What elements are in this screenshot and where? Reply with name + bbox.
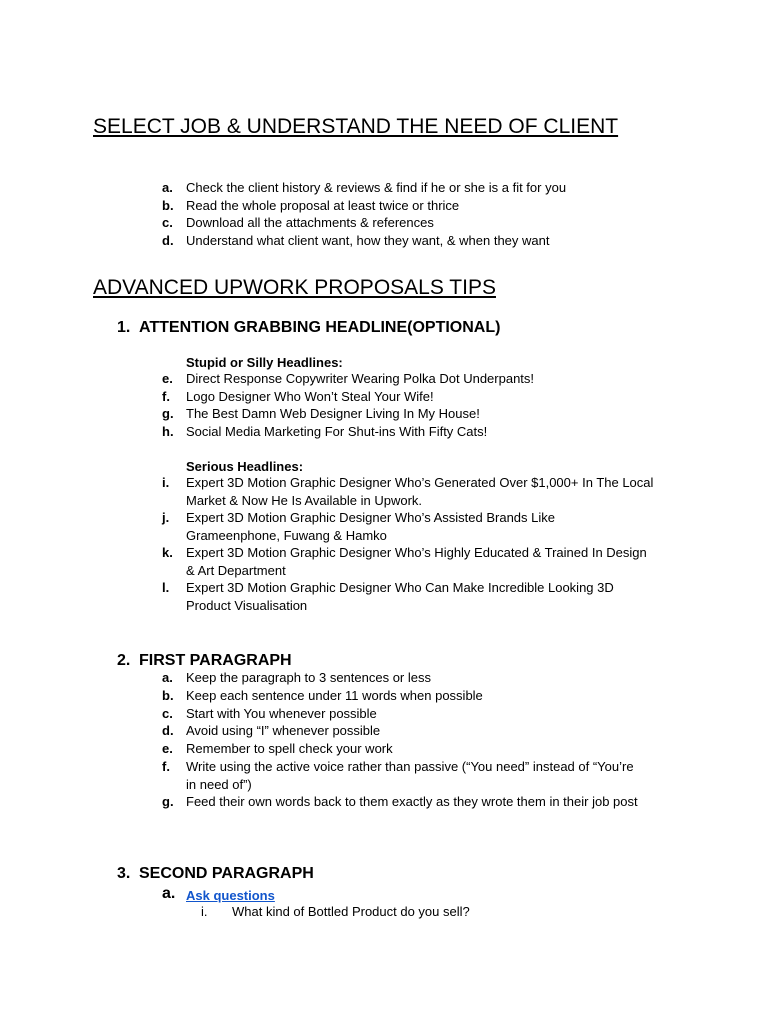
list-item	[162, 669, 662, 687]
list-marker: b.	[162, 688, 174, 703]
list-marker: e.	[162, 371, 173, 386]
list-item	[162, 232, 662, 250]
list-item	[162, 214, 662, 232]
list-marker: a.	[162, 180, 173, 195]
list-text: Expert 3D Motion Graphic Designer Who’s Highly Educated & Trained In Design & Art Department	[186, 545, 647, 578]
list-item	[162, 179, 662, 197]
point-title: FIRST PARAGRAPH	[139, 652, 292, 669]
subheading-silly: Stupid or Silly Headlines:	[186, 355, 343, 370]
list-item	[162, 509, 632, 544]
list-text: Check the client history & reviews & find if he or she is a fit for you	[186, 180, 567, 195]
list-marker: d.	[162, 723, 174, 738]
list-marker: g.	[162, 406, 174, 421]
list-marker: d.	[162, 233, 174, 248]
list-item	[162, 687, 662, 705]
ask-questions-link[interactable]: Ask questions	[186, 888, 275, 903]
list-item	[162, 579, 662, 614]
list-marker: f.	[162, 759, 170, 774]
list-text: Read the whole proposal at least twice or thrice	[186, 198, 460, 213]
point-title: ATTENTION GRABBING HEADLINE(OPTIONAL)	[139, 319, 501, 336]
list-marker: j.	[162, 510, 170, 525]
list-text: The Best Damn Web Designer Living In My House!	[186, 406, 480, 421]
list-text: Remember to spell check your work	[186, 741, 393, 756]
list-item	[162, 405, 662, 423]
point-heading-headline	[117, 318, 500, 338]
list-text: Logo Designer Who Won’t Steal Your Wife!	[186, 389, 434, 404]
list-text: Expert 3D Motion Graphic Designer Who’s Assisted Brands Like Grameenphone, Fuwang & Hamko	[186, 510, 555, 543]
point-heading-second-paragraph	[117, 864, 314, 884]
list-text-wrap	[186, 887, 662, 905]
subheading-serious: Serious Headlines:	[186, 459, 304, 474]
list-marker: f.	[162, 389, 170, 404]
list-item	[162, 793, 662, 811]
list-text: Download all the attachments & references	[186, 215, 434, 230]
list-text: Write using the active voice rather than passive (“You need” instead of “You’re in need of”)	[186, 759, 634, 792]
list-item	[162, 887, 662, 905]
list-item	[162, 758, 642, 793]
list-marker: k.	[162, 545, 173, 560]
list-item	[162, 722, 662, 740]
list-text: Expert 3D Motion Graphic Designer Who’s Generated Over $1,000+ In The Local Market & Now He Is Available in Upwork.	[186, 475, 654, 508]
list-item	[162, 370, 662, 388]
list-item	[162, 197, 662, 215]
list-marker: c.	[162, 215, 173, 230]
point-heading-first-paragraph	[117, 651, 292, 671]
list-item	[162, 423, 662, 441]
list-marker: a.	[162, 885, 176, 902]
list-text: Feed their own words back to them exactly as they wrote them in their job post	[186, 794, 638, 809]
list-item	[162, 705, 662, 723]
list-marker: a.	[162, 670, 173, 685]
sub-list-item	[201, 903, 470, 920]
list-marker: g.	[162, 794, 174, 809]
list-item	[162, 544, 652, 579]
list-text: Understand what client want, how they want, & when they want	[186, 233, 550, 248]
list-text: Direct Response Copywriter Wearing Polka Dot Underpants!	[186, 371, 535, 386]
point-number: 1.	[117, 319, 131, 336]
list-text: Keep the paragraph to 3 sentences or less	[186, 670, 431, 685]
sub-list-text: What kind of Bottled Product do you sell?	[232, 904, 470, 919]
list-text: Avoid using “I” whenever possible	[186, 723, 381, 738]
point-title: SECOND PARAGRAPH	[139, 865, 314, 882]
list-marker: c.	[162, 706, 173, 721]
sub-list-marker: i.	[201, 904, 208, 919]
list-item	[162, 474, 662, 509]
list-item	[162, 740, 662, 758]
point-number: 3.	[117, 865, 131, 882]
list-text: Start with You whenever possible	[186, 706, 377, 721]
list-marker: b.	[162, 198, 174, 213]
section-heading-advanced-tips: ADVANCED UPWORK PROPOSALS TIPS	[93, 276, 496, 299]
point-number: 2.	[117, 652, 131, 669]
list-marker: h.	[162, 424, 174, 439]
list-marker: l.	[162, 580, 170, 595]
list-marker: e.	[162, 741, 173, 756]
list-text: Keep each sentence under 11 words when possible	[186, 688, 483, 703]
list-marker: i.	[162, 475, 170, 490]
list-text: Social Media Marketing For Shut-ins With Fifty Cats!	[186, 424, 488, 439]
section-heading-select-job: SELECT JOB & UNDERSTAND THE NEED OF CLIENT	[93, 115, 619, 138]
list-text: Expert 3D Motion Graphic Designer Who Can Make Incredible Looking 3D Product Visualisation	[186, 580, 614, 613]
list-item	[162, 388, 662, 406]
